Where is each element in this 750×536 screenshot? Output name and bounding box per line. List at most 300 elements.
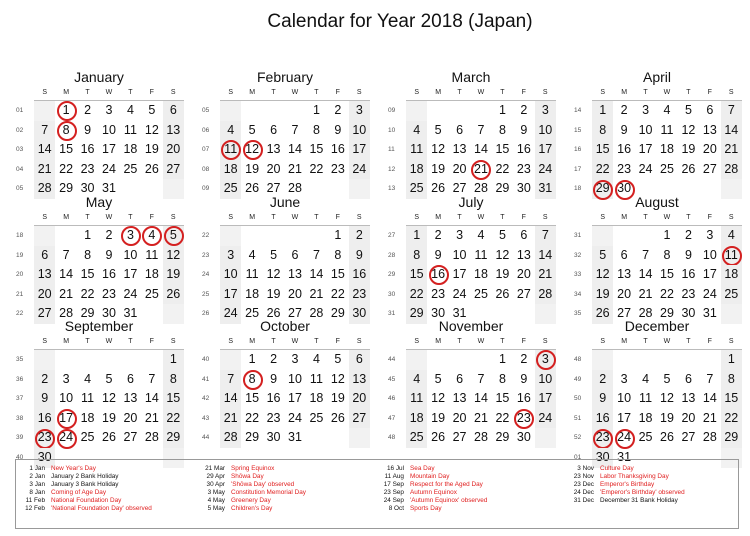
day-cell[interactable]: 18: [144, 267, 159, 282]
day-cell[interactable]: 22: [721, 409, 742, 429]
day-cell[interactable]: 6: [291, 247, 299, 262]
day-cell[interactable]: 5: [270, 247, 278, 262]
day-cell[interactable]: 18: [406, 409, 427, 429]
day-cell[interactable]: 14: [474, 142, 488, 157]
day-cell[interactable]: 19: [102, 410, 116, 425]
day-cell[interactable]: 13: [702, 122, 717, 137]
day-cell[interactable]: 3: [349, 101, 370, 121]
day-cell[interactable]: 15: [163, 389, 184, 409]
day-cell[interactable]: 27: [288, 306, 302, 321]
day-cell[interactable]: 13: [617, 267, 632, 282]
day-cell[interactable]: 5: [434, 122, 442, 137]
day-cell[interactable]: 12: [660, 391, 674, 406]
holiday-day-cell[interactable]: 17: [55, 409, 76, 429]
day-cell[interactable]: 7: [642, 247, 650, 262]
day-cell[interactable]: 3: [105, 103, 113, 117]
day-cell[interactable]: 20: [452, 161, 467, 176]
day-cell[interactable]: 4: [248, 247, 256, 262]
day-cell[interactable]: 19: [266, 286, 281, 301]
day-cell[interactable]: 23: [330, 161, 345, 176]
day-cell[interactable]: 14: [535, 246, 556, 266]
day-cell[interactable]: 12: [102, 391, 116, 406]
day-cell[interactable]: 26: [592, 304, 613, 324]
day-cell[interactable]: 9: [105, 247, 113, 262]
day-cell[interactable]: 4: [663, 103, 671, 117]
day-cell[interactable]: 23: [617, 161, 632, 176]
day-cell[interactable]: 1: [592, 101, 613, 121]
day-cell[interactable]: 28: [34, 179, 55, 199]
day-cell[interactable]: 8: [84, 247, 92, 262]
day-cell[interactable]: 26: [144, 161, 159, 176]
day-cell[interactable]: 22: [245, 410, 260, 425]
holiday-day-cell[interactable]: 24: [613, 428, 634, 448]
day-cell[interactable]: 12: [266, 267, 281, 282]
day-cell[interactable]: 22: [163, 409, 184, 429]
holiday-day-cell[interactable]: 21: [470, 160, 491, 180]
day-cell[interactable]: 7: [62, 247, 70, 262]
holiday-day-cell[interactable]: 11: [220, 140, 241, 160]
day-cell[interactable]: 1: [312, 103, 320, 117]
day-cell[interactable]: 17: [452, 267, 467, 282]
day-cell[interactable]: 5: [248, 122, 256, 137]
day-cell[interactable]: 25: [474, 286, 488, 301]
day-cell[interactable]: 12: [431, 391, 446, 406]
day-cell[interactable]: 28: [721, 160, 742, 180]
day-cell[interactable]: 16: [681, 267, 696, 282]
day-cell[interactable]: 29: [721, 428, 742, 448]
day-cell[interactable]: 9: [620, 122, 628, 137]
day-cell[interactable]: 28: [474, 181, 488, 196]
day-cell[interactable]: 3: [62, 371, 70, 386]
day-cell[interactable]: 9: [434, 247, 442, 262]
day-cell[interactable]: 11: [474, 247, 488, 262]
day-cell[interactable]: 6: [163, 101, 184, 121]
day-cell[interactable]: 13: [349, 370, 370, 390]
day-cell[interactable]: 29: [245, 430, 260, 445]
day-cell[interactable]: 4: [406, 370, 427, 390]
day-cell[interactable]: 18: [123, 142, 138, 157]
day-cell[interactable]: 15: [309, 142, 324, 157]
day-cell[interactable]: 12: [495, 247, 510, 262]
day-cell[interactable]: 3: [706, 228, 714, 242]
day-cell[interactable]: 28: [220, 428, 241, 448]
day-cell[interactable]: 10: [349, 121, 370, 141]
day-cell[interactable]: 22: [592, 160, 613, 180]
day-cell[interactable]: 6: [126, 371, 134, 386]
day-cell[interactable]: 5: [105, 371, 113, 386]
day-cell[interactable]: 24: [349, 160, 370, 180]
day-cell[interactable]: 12: [681, 122, 696, 137]
day-cell[interactable]: 9: [520, 122, 528, 137]
day-cell[interactable]: 24: [288, 410, 302, 425]
day-cell[interactable]: 29: [406, 304, 427, 324]
day-cell[interactable]: 20: [288, 286, 302, 301]
day-cell[interactable]: 31: [288, 430, 302, 445]
day-cell[interactable]: 30: [80, 181, 95, 196]
day-cell[interactable]: 21: [59, 286, 74, 301]
day-cell[interactable]: 31: [452, 306, 467, 321]
day-cell[interactable]: 10: [535, 121, 556, 141]
day-cell[interactable]: 21: [309, 286, 324, 301]
day-cell[interactable]: 13: [163, 121, 184, 141]
day-cell[interactable]: 26: [681, 161, 696, 176]
day-cell[interactable]: 20: [617, 286, 632, 301]
day-cell[interactable]: 2: [592, 370, 613, 390]
holiday-day-cell[interactable]: 23: [34, 428, 55, 448]
day-cell[interactable]: 7: [148, 371, 156, 386]
day-cell[interactable]: 18: [638, 410, 653, 425]
day-cell[interactable]: 5: [434, 371, 442, 386]
day-cell[interactable]: 15: [330, 267, 345, 282]
day-cell[interactable]: 31: [123, 306, 138, 321]
day-cell[interactable]: 11: [245, 267, 259, 282]
day-cell[interactable]: 9: [684, 247, 692, 262]
day-cell[interactable]: 5: [663, 371, 671, 386]
day-cell[interactable]: 28: [59, 306, 74, 321]
day-cell[interactable]: 24: [702, 286, 717, 301]
day-cell[interactable]: 2: [620, 103, 628, 117]
day-cell[interactable]: 15: [495, 142, 510, 157]
day-cell[interactable]: 31: [702, 306, 717, 321]
day-cell[interactable]: 17: [288, 391, 302, 406]
day-cell[interactable]: 30: [34, 448, 55, 468]
day-cell[interactable]: 25: [406, 428, 427, 448]
day-cell[interactable]: 3: [620, 371, 628, 386]
day-cell[interactable]: 14: [309, 267, 324, 282]
day-cell[interactable]: 28: [638, 306, 653, 321]
day-cell[interactable]: 17: [617, 410, 632, 425]
day-cell[interactable]: 7: [312, 247, 320, 262]
day-cell[interactable]: 8: [721, 370, 742, 390]
holiday-day-cell[interactable]: 30: [613, 179, 634, 199]
day-cell[interactable]: 1: [334, 228, 342, 242]
day-cell[interactable]: 13: [516, 247, 531, 262]
day-cell[interactable]: 8: [406, 246, 427, 266]
day-cell[interactable]: 14: [144, 391, 159, 406]
day-cell[interactable]: 25: [660, 161, 674, 176]
day-cell[interactable]: 21: [34, 160, 55, 180]
day-cell[interactable]: 25: [309, 410, 324, 425]
day-cell[interactable]: 21: [144, 410, 159, 425]
day-cell[interactable]: 29: [495, 430, 510, 445]
day-cell[interactable]: 1: [248, 352, 256, 366]
day-cell[interactable]: 24: [638, 161, 653, 176]
day-cell[interactable]: 26: [495, 286, 510, 301]
day-cell[interactable]: 22: [495, 161, 510, 176]
day-cell[interactable]: 27: [34, 304, 55, 324]
day-cell[interactable]: 11: [145, 247, 159, 262]
day-cell[interactable]: 26: [431, 181, 446, 196]
day-cell[interactable]: 23: [80, 161, 95, 176]
day-cell[interactable]: 26: [660, 430, 674, 445]
day-cell[interactable]: 26: [330, 410, 345, 425]
day-cell[interactable]: 18: [245, 286, 260, 301]
day-cell[interactable]: 20: [681, 410, 696, 425]
day-cell[interactable]: 17: [535, 140, 556, 160]
day-cell[interactable]: 2: [520, 352, 528, 366]
day-cell[interactable]: 27: [349, 409, 370, 429]
day-cell[interactable]: 23: [431, 286, 446, 301]
day-cell[interactable]: 15: [592, 140, 613, 160]
day-cell[interactable]: 20: [516, 267, 531, 282]
day-cell[interactable]: 15: [245, 391, 260, 406]
day-cell[interactable]: 2: [684, 228, 692, 242]
day-cell[interactable]: 28: [474, 430, 488, 445]
day-cell[interactable]: 17: [638, 142, 653, 157]
day-cell[interactable]: 7: [291, 122, 299, 137]
day-cell[interactable]: 28: [535, 285, 556, 305]
day-cell[interactable]: 6: [456, 371, 464, 386]
day-cell[interactable]: 20: [266, 161, 281, 176]
holiday-day-cell[interactable]: 3: [120, 226, 141, 246]
day-cell[interactable]: 14: [59, 267, 74, 282]
day-cell[interactable]: 5: [334, 352, 342, 366]
day-cell[interactable]: 15: [660, 267, 674, 282]
day-cell[interactable]: 27: [123, 430, 138, 445]
day-cell[interactable]: 29: [495, 181, 510, 196]
day-cell[interactable]: 6: [456, 122, 464, 137]
day-cell[interactable]: 10: [535, 370, 556, 390]
day-cell[interactable]: 9: [34, 389, 55, 409]
day-cell[interactable]: 14: [474, 391, 488, 406]
day-cell[interactable]: 10: [452, 247, 467, 262]
day-cell[interactable]: 25: [721, 285, 742, 305]
day-cell[interactable]: 5: [498, 228, 506, 242]
holiday-day-cell[interactable]: 23: [592, 428, 613, 448]
day-cell[interactable]: 7: [706, 371, 714, 386]
day-cell[interactable]: 12: [431, 142, 446, 157]
day-cell[interactable]: 1: [498, 352, 506, 366]
day-cell[interactable]: 25: [245, 306, 260, 321]
day-cell[interactable]: 3: [220, 246, 241, 266]
day-cell[interactable]: 11: [406, 389, 427, 409]
day-cell[interactable]: 23: [102, 286, 116, 301]
day-cell[interactable]: 23: [681, 286, 696, 301]
day-cell[interactable]: 9: [349, 246, 370, 266]
day-cell[interactable]: 11: [660, 122, 674, 137]
day-cell[interactable]: 2: [334, 103, 342, 117]
day-cell[interactable]: 27: [617, 306, 632, 321]
holiday-day-cell[interactable]: 23: [513, 409, 534, 429]
day-cell[interactable]: 9: [84, 122, 92, 137]
day-cell[interactable]: 21: [721, 140, 742, 160]
day-cell[interactable]: 10: [59, 391, 74, 406]
day-cell[interactable]: 13: [452, 142, 467, 157]
day-cell[interactable]: 28: [309, 306, 324, 321]
day-cell[interactable]: 1: [498, 103, 506, 117]
day-cell[interactable]: 13: [288, 267, 302, 282]
day-cell[interactable]: 3: [642, 103, 650, 117]
day-cell[interactable]: 20: [123, 410, 138, 425]
day-cell[interactable]: 4: [220, 121, 241, 141]
day-cell[interactable]: 13: [123, 391, 138, 406]
day-cell[interactable]: 6: [34, 246, 55, 266]
day-cell[interactable]: 1: [721, 350, 742, 370]
day-cell[interactable]: 5: [148, 103, 156, 117]
day-cell[interactable]: 30: [431, 306, 446, 321]
day-cell[interactable]: 12: [330, 371, 345, 386]
day-cell[interactable]: 1: [663, 228, 671, 242]
day-cell[interactable]: 1: [163, 350, 184, 370]
holiday-day-cell[interactable]: 3: [535, 350, 556, 370]
day-cell[interactable]: 24: [452, 286, 467, 301]
day-cell[interactable]: 9: [520, 371, 528, 386]
day-cell[interactable]: 14: [288, 142, 302, 157]
day-cell[interactable]: 21: [702, 410, 717, 425]
day-cell[interactable]: 17: [220, 285, 241, 305]
day-cell[interactable]: 25: [638, 430, 653, 445]
day-cell[interactable]: 30: [266, 430, 281, 445]
holiday-day-cell[interactable]: 4: [141, 226, 162, 246]
day-cell[interactable]: 7: [34, 121, 55, 141]
day-cell[interactable]: 6: [684, 371, 692, 386]
day-cell[interactable]: 15: [59, 142, 74, 157]
day-cell[interactable]: 19: [431, 410, 446, 425]
holiday-day-cell[interactable]: 1: [55, 101, 76, 121]
day-cell[interactable]: 7: [477, 371, 485, 386]
day-cell[interactable]: 13: [34, 265, 55, 285]
day-cell[interactable]: 20: [163, 140, 184, 160]
day-cell[interactable]: 8: [312, 122, 320, 137]
holiday-day-cell[interactable]: 16: [427, 265, 448, 285]
day-cell[interactable]: 25: [220, 179, 241, 199]
day-cell[interactable]: 27: [452, 181, 467, 196]
day-cell[interactable]: 27: [452, 430, 467, 445]
day-cell[interactable]: 19: [245, 161, 260, 176]
day-cell[interactable]: 18: [660, 142, 674, 157]
day-cell[interactable]: 9: [334, 122, 342, 137]
day-cell[interactable]: 4: [721, 226, 742, 246]
day-cell[interactable]: 18: [721, 265, 742, 285]
day-cell[interactable]: 16: [266, 391, 281, 406]
day-cell[interactable]: 7: [535, 226, 556, 246]
day-cell[interactable]: 1: [406, 226, 427, 246]
day-cell[interactable]: 30: [516, 181, 531, 196]
day-cell[interactable]: 26: [266, 306, 281, 321]
day-cell[interactable]: 13: [681, 391, 696, 406]
day-cell[interactable]: 21: [638, 286, 653, 301]
day-cell[interactable]: 28: [144, 430, 159, 445]
day-cell[interactable]: 12: [163, 246, 184, 266]
day-cell[interactable]: 19: [144, 142, 159, 157]
holiday-day-cell[interactable]: 24: [55, 428, 76, 448]
day-cell[interactable]: 20: [452, 410, 467, 425]
day-cell[interactable]: 15: [406, 265, 427, 285]
day-cell[interactable]: 10: [638, 122, 653, 137]
day-cell[interactable]: 14: [702, 391, 717, 406]
day-cell[interactable]: 4: [312, 352, 320, 366]
day-cell[interactable]: 10: [288, 371, 302, 386]
day-cell[interactable]: 22: [330, 286, 345, 301]
day-cell[interactable]: 3: [535, 101, 556, 121]
day-cell[interactable]: 2: [270, 352, 278, 366]
day-cell[interactable]: 2: [34, 370, 55, 390]
day-cell[interactable]: 31: [535, 179, 556, 199]
day-cell[interactable]: 16: [34, 409, 55, 429]
day-cell[interactable]: 16: [349, 265, 370, 285]
day-cell[interactable]: 3: [291, 352, 299, 366]
day-cell[interactable]: 22: [80, 286, 95, 301]
day-cell[interactable]: 21: [220, 409, 241, 429]
day-cell[interactable]: 31: [617, 449, 632, 464]
day-cell[interactable]: 24: [220, 304, 241, 324]
day-cell[interactable]: 29: [163, 428, 184, 448]
day-cell[interactable]: 25: [406, 179, 427, 199]
day-cell[interactable]: 26: [431, 430, 446, 445]
day-cell[interactable]: 15: [721, 389, 742, 409]
day-cell[interactable]: 2: [520, 103, 528, 117]
day-cell[interactable]: 2: [434, 228, 442, 242]
day-cell[interactable]: 14: [34, 140, 55, 160]
day-cell[interactable]: 27: [516, 286, 531, 301]
day-cell[interactable]: 26: [245, 181, 260, 196]
day-cell[interactable]: 25: [123, 161, 138, 176]
day-cell[interactable]: 18: [80, 410, 95, 425]
day-cell[interactable]: 8: [498, 122, 506, 137]
day-cell[interactable]: 2: [105, 228, 113, 242]
day-cell[interactable]: 26: [102, 430, 116, 445]
day-cell[interactable]: 30: [102, 306, 116, 321]
day-cell[interactable]: 30: [592, 448, 613, 468]
day-cell[interactable]: 18: [220, 160, 241, 180]
day-cell[interactable]: 16: [516, 142, 531, 157]
day-cell[interactable]: 17: [702, 267, 717, 282]
day-cell[interactable]: 2: [84, 103, 92, 117]
holiday-day-cell[interactable]: 5: [163, 226, 184, 246]
day-cell[interactable]: 5: [592, 246, 613, 266]
day-cell[interactable]: 31: [102, 181, 116, 196]
day-cell[interactable]: 11: [123, 122, 137, 137]
day-cell[interactable]: 4: [84, 371, 92, 386]
day-cell[interactable]: 22: [406, 285, 427, 305]
day-cell[interactable]: 5: [684, 103, 692, 117]
day-cell[interactable]: 19: [660, 410, 674, 425]
day-cell[interactable]: 19: [495, 267, 510, 282]
day-cell[interactable]: 23: [516, 161, 531, 176]
day-cell[interactable]: 23: [349, 285, 370, 305]
day-cell[interactable]: 29: [80, 306, 95, 321]
day-cell[interactable]: 14: [638, 267, 653, 282]
day-cell[interactable]: 14: [721, 121, 742, 141]
day-cell[interactable]: 8: [498, 371, 506, 386]
day-cell[interactable]: 29: [330, 306, 345, 321]
day-cell[interactable]: 8: [592, 121, 613, 141]
day-cell[interactable]: 28: [288, 181, 302, 196]
day-cell[interactable]: 3: [456, 228, 464, 242]
day-cell[interactable]: 17: [102, 142, 116, 157]
day-cell[interactable]: 20: [34, 285, 55, 305]
day-cell[interactable]: 10: [102, 122, 116, 137]
day-cell[interactable]: 22: [309, 161, 324, 176]
day-cell[interactable]: 10: [702, 247, 717, 262]
day-cell[interactable]: 21: [288, 161, 302, 176]
day-cell[interactable]: 4: [642, 371, 650, 386]
day-cell[interactable]: 6: [620, 247, 628, 262]
holiday-day-cell[interactable]: 11: [721, 246, 742, 266]
day-cell[interactable]: 25: [144, 286, 159, 301]
day-cell[interactable]: 22: [495, 410, 510, 425]
day-cell[interactable]: 27: [163, 160, 184, 180]
day-cell[interactable]: 17: [123, 267, 138, 282]
day-cell[interactable]: 24: [102, 161, 116, 176]
day-cell[interactable]: 9: [270, 371, 278, 386]
day-cell[interactable]: 12: [592, 265, 613, 285]
day-cell[interactable]: 24: [535, 409, 556, 429]
day-cell[interactable]: 16: [592, 409, 613, 429]
day-cell[interactable]: 1: [84, 228, 92, 242]
day-cell[interactable]: 19: [431, 161, 446, 176]
day-cell[interactable]: 27: [681, 430, 696, 445]
